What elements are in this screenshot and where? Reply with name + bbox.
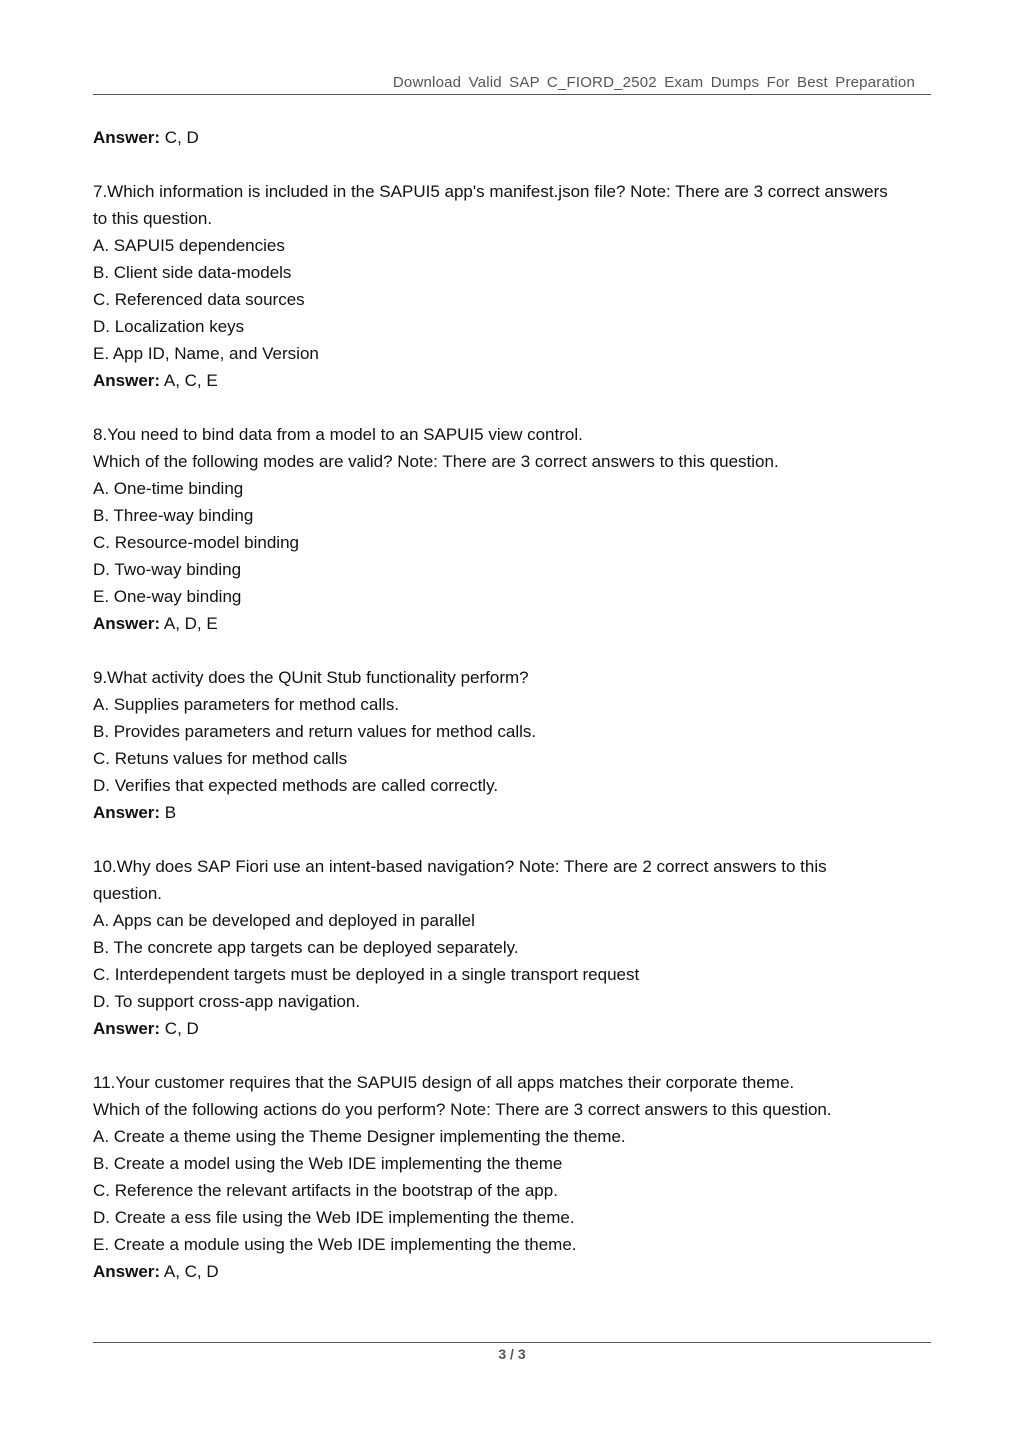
answer-option: C. Resource-model binding bbox=[93, 533, 299, 552]
answer-option: B. Provides parameters and return values for method calls. bbox=[93, 722, 537, 741]
question-block bbox=[93, 421, 935, 637]
answer-value: C, D bbox=[160, 1019, 199, 1038]
page-number: 3 / 3 bbox=[498, 1346, 526, 1362]
question-block bbox=[93, 664, 935, 826]
answer-option: E. Create a module using the Web IDE implementing the theme. bbox=[93, 1235, 577, 1254]
question-text: 11.Your customer requires that the SAPUI5 design of all apps matches their corporate theme. bbox=[93, 1073, 795, 1092]
question-text: to this question. bbox=[93, 209, 213, 228]
answer-option: B. Create a model using the Web IDE implementing the theme bbox=[93, 1154, 563, 1173]
answer-line bbox=[93, 799, 935, 826]
answer-label: Answer: bbox=[93, 614, 161, 633]
footer-divider bbox=[93, 1342, 931, 1343]
answer-option: B. Client side data-models bbox=[93, 263, 292, 282]
answer-option: A. Create a theme using the Theme Designer implementing the theme. bbox=[93, 1127, 626, 1146]
answer-label: Answer: bbox=[93, 1262, 161, 1281]
answer-value: C, D bbox=[160, 128, 199, 147]
answer-option: A. Supplies parameters for method calls. bbox=[93, 695, 400, 714]
answer-option: E. One-way binding bbox=[93, 587, 242, 606]
question-text: Which of the following modes are valid? Note: There are 3 correct answers to this question. bbox=[93, 452, 779, 471]
answer-option: B. The concrete app targets can be deployed separately. bbox=[93, 938, 519, 957]
answer-option: C. Reference the relevant artifacts in the bootstrap of the app. bbox=[93, 1181, 558, 1200]
question-block bbox=[93, 853, 935, 1042]
answer-label: Answer: bbox=[93, 1019, 161, 1038]
answer-option: B. Three-way binding bbox=[93, 506, 254, 525]
answer-line bbox=[93, 1015, 935, 1042]
question-text: 8.You need to bind data from a model to an SAPUI5 view control. bbox=[93, 425, 583, 444]
question-block bbox=[93, 178, 935, 394]
answer-option: C. Referenced data sources bbox=[93, 290, 305, 309]
page-header bbox=[93, 72, 931, 95]
answer-label: Answer: bbox=[93, 128, 161, 147]
answer-label: Answer: bbox=[93, 803, 161, 822]
previous-answer bbox=[93, 124, 935, 151]
answer-option: D. Two-way binding bbox=[93, 560, 242, 579]
answer-option: C. Retuns values for method calls bbox=[93, 749, 348, 768]
answer-option: D. Localization keys bbox=[93, 317, 245, 336]
answer-line bbox=[93, 610, 935, 637]
answer-value: A, D, E bbox=[160, 614, 218, 633]
answer-option: A. One-time binding bbox=[93, 479, 244, 498]
document-body bbox=[93, 124, 935, 1285]
answer-option: D. Verifies that expected methods are called correctly. bbox=[93, 776, 499, 795]
answer-option: C. Interdependent targets must be deployed in a single transport request bbox=[93, 965, 640, 984]
answer-line bbox=[93, 1258, 935, 1285]
answer-value: B bbox=[160, 803, 177, 822]
answer-value: A, C, D bbox=[160, 1262, 219, 1281]
answer-option: A. Apps can be developed and deployed in parallel bbox=[93, 911, 475, 930]
question-text: 10.Why does SAP Fiori use an intent-based navigation? Note: There are 2 correct answers to this bbox=[93, 857, 827, 876]
question-text: 9.What activity does the QUnit Stub functionality perform? bbox=[93, 668, 529, 687]
answer-label: Answer: bbox=[93, 371, 161, 390]
answer-option: D. To support cross-app navigation. bbox=[93, 992, 361, 1011]
answer-option: E. App ID, Name, and Version bbox=[93, 344, 319, 363]
question-text: Which of the following actions do you perform? Note: There are 3 correct answers to this question. bbox=[93, 1100, 832, 1119]
question-text: 7.Which information is included in the SAPUI5 app's manifest.json file? Note: There are 3 correct answers bbox=[93, 182, 888, 201]
answer-option: D. Create a ess file using the Web IDE implementing the theme. bbox=[93, 1208, 575, 1227]
question-text: question. bbox=[93, 884, 162, 903]
question-block bbox=[93, 1069, 935, 1285]
answer-option: A. SAPUI5 dependencies bbox=[93, 236, 285, 255]
header-text: Download Valid SAP C_FIORD_2502 Exam Dumps For Best Preparation bbox=[392, 74, 915, 91]
answer-line bbox=[93, 367, 935, 394]
answer-value: A, C, E bbox=[160, 371, 218, 390]
